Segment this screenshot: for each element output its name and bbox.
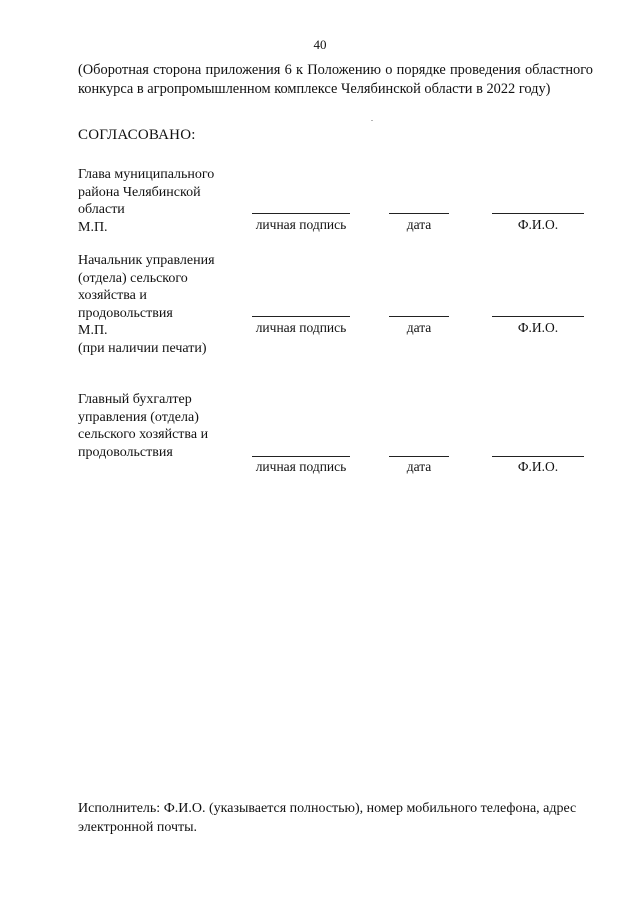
role-line: продовольствия: [78, 305, 173, 321]
role-line: Начальник управления: [78, 253, 215, 268]
stamp-mark-label: М.П.: [78, 323, 108, 338]
signature-block-head-of-agriculture-department: [78, 252, 598, 362]
signature-label: личная подпись: [255, 217, 347, 232]
name-line: [492, 456, 584, 457]
page-number: 40: [313, 37, 327, 52]
name-label: Ф.И.О.: [517, 217, 559, 232]
role-title: [78, 391, 248, 461]
role-line: Главный бухгалтер: [78, 392, 192, 407]
role-line: продовольствия: [78, 444, 173, 460]
role-line: района Челябинской: [78, 184, 201, 200]
stamp-mark-label: М.П.: [78, 219, 108, 235]
name-line: [492, 316, 584, 317]
executor-note: Исполнитель: Ф.И.О. (указывается полностью), номер мобильного телефона, адрес электронной почты.: [78, 801, 577, 835]
date-label: дата: [406, 217, 432, 232]
date-line: [389, 316, 449, 317]
role-title: [78, 166, 248, 236]
signature-label: личная подпись: [255, 459, 347, 474]
name-label: Ф.И.О.: [517, 459, 559, 474]
name-line: [492, 213, 584, 214]
date-label: дата: [406, 459, 432, 474]
date-label: дата: [406, 320, 432, 335]
role-line: сельского хозяйства и: [78, 427, 209, 442]
scan-artifact-dot: [371, 120, 373, 121]
name-label: Ф.И.О.: [517, 320, 559, 335]
stamp-note: (при наличии печати): [78, 340, 207, 356]
date-line: [389, 213, 449, 214]
role-line: управления (отдела): [78, 409, 199, 425]
role-line: хозяйства и: [78, 288, 147, 303]
signature-block-head-of-district: [78, 166, 598, 236]
signature-line: [252, 456, 350, 457]
approved-label: СОГЛАСОВАНО:: [78, 127, 196, 143]
signature-block-chief-accountant: [78, 391, 598, 481]
role-line: области: [78, 202, 125, 217]
signature-line: [252, 213, 350, 214]
signature-line: [252, 316, 350, 317]
role-line: (отдела) сельского: [78, 270, 188, 286]
role-line: Глава муниципального: [78, 167, 215, 182]
date-line: [389, 456, 449, 457]
header-note: (Оборотная сторона приложения 6 к Положению о порядке проведения областного конкурса в агропромышленном комплексе Челябинской области в 2022 году): [78, 62, 593, 97]
signature-label: личная подпись: [255, 320, 347, 335]
role-title: [78, 252, 248, 357]
